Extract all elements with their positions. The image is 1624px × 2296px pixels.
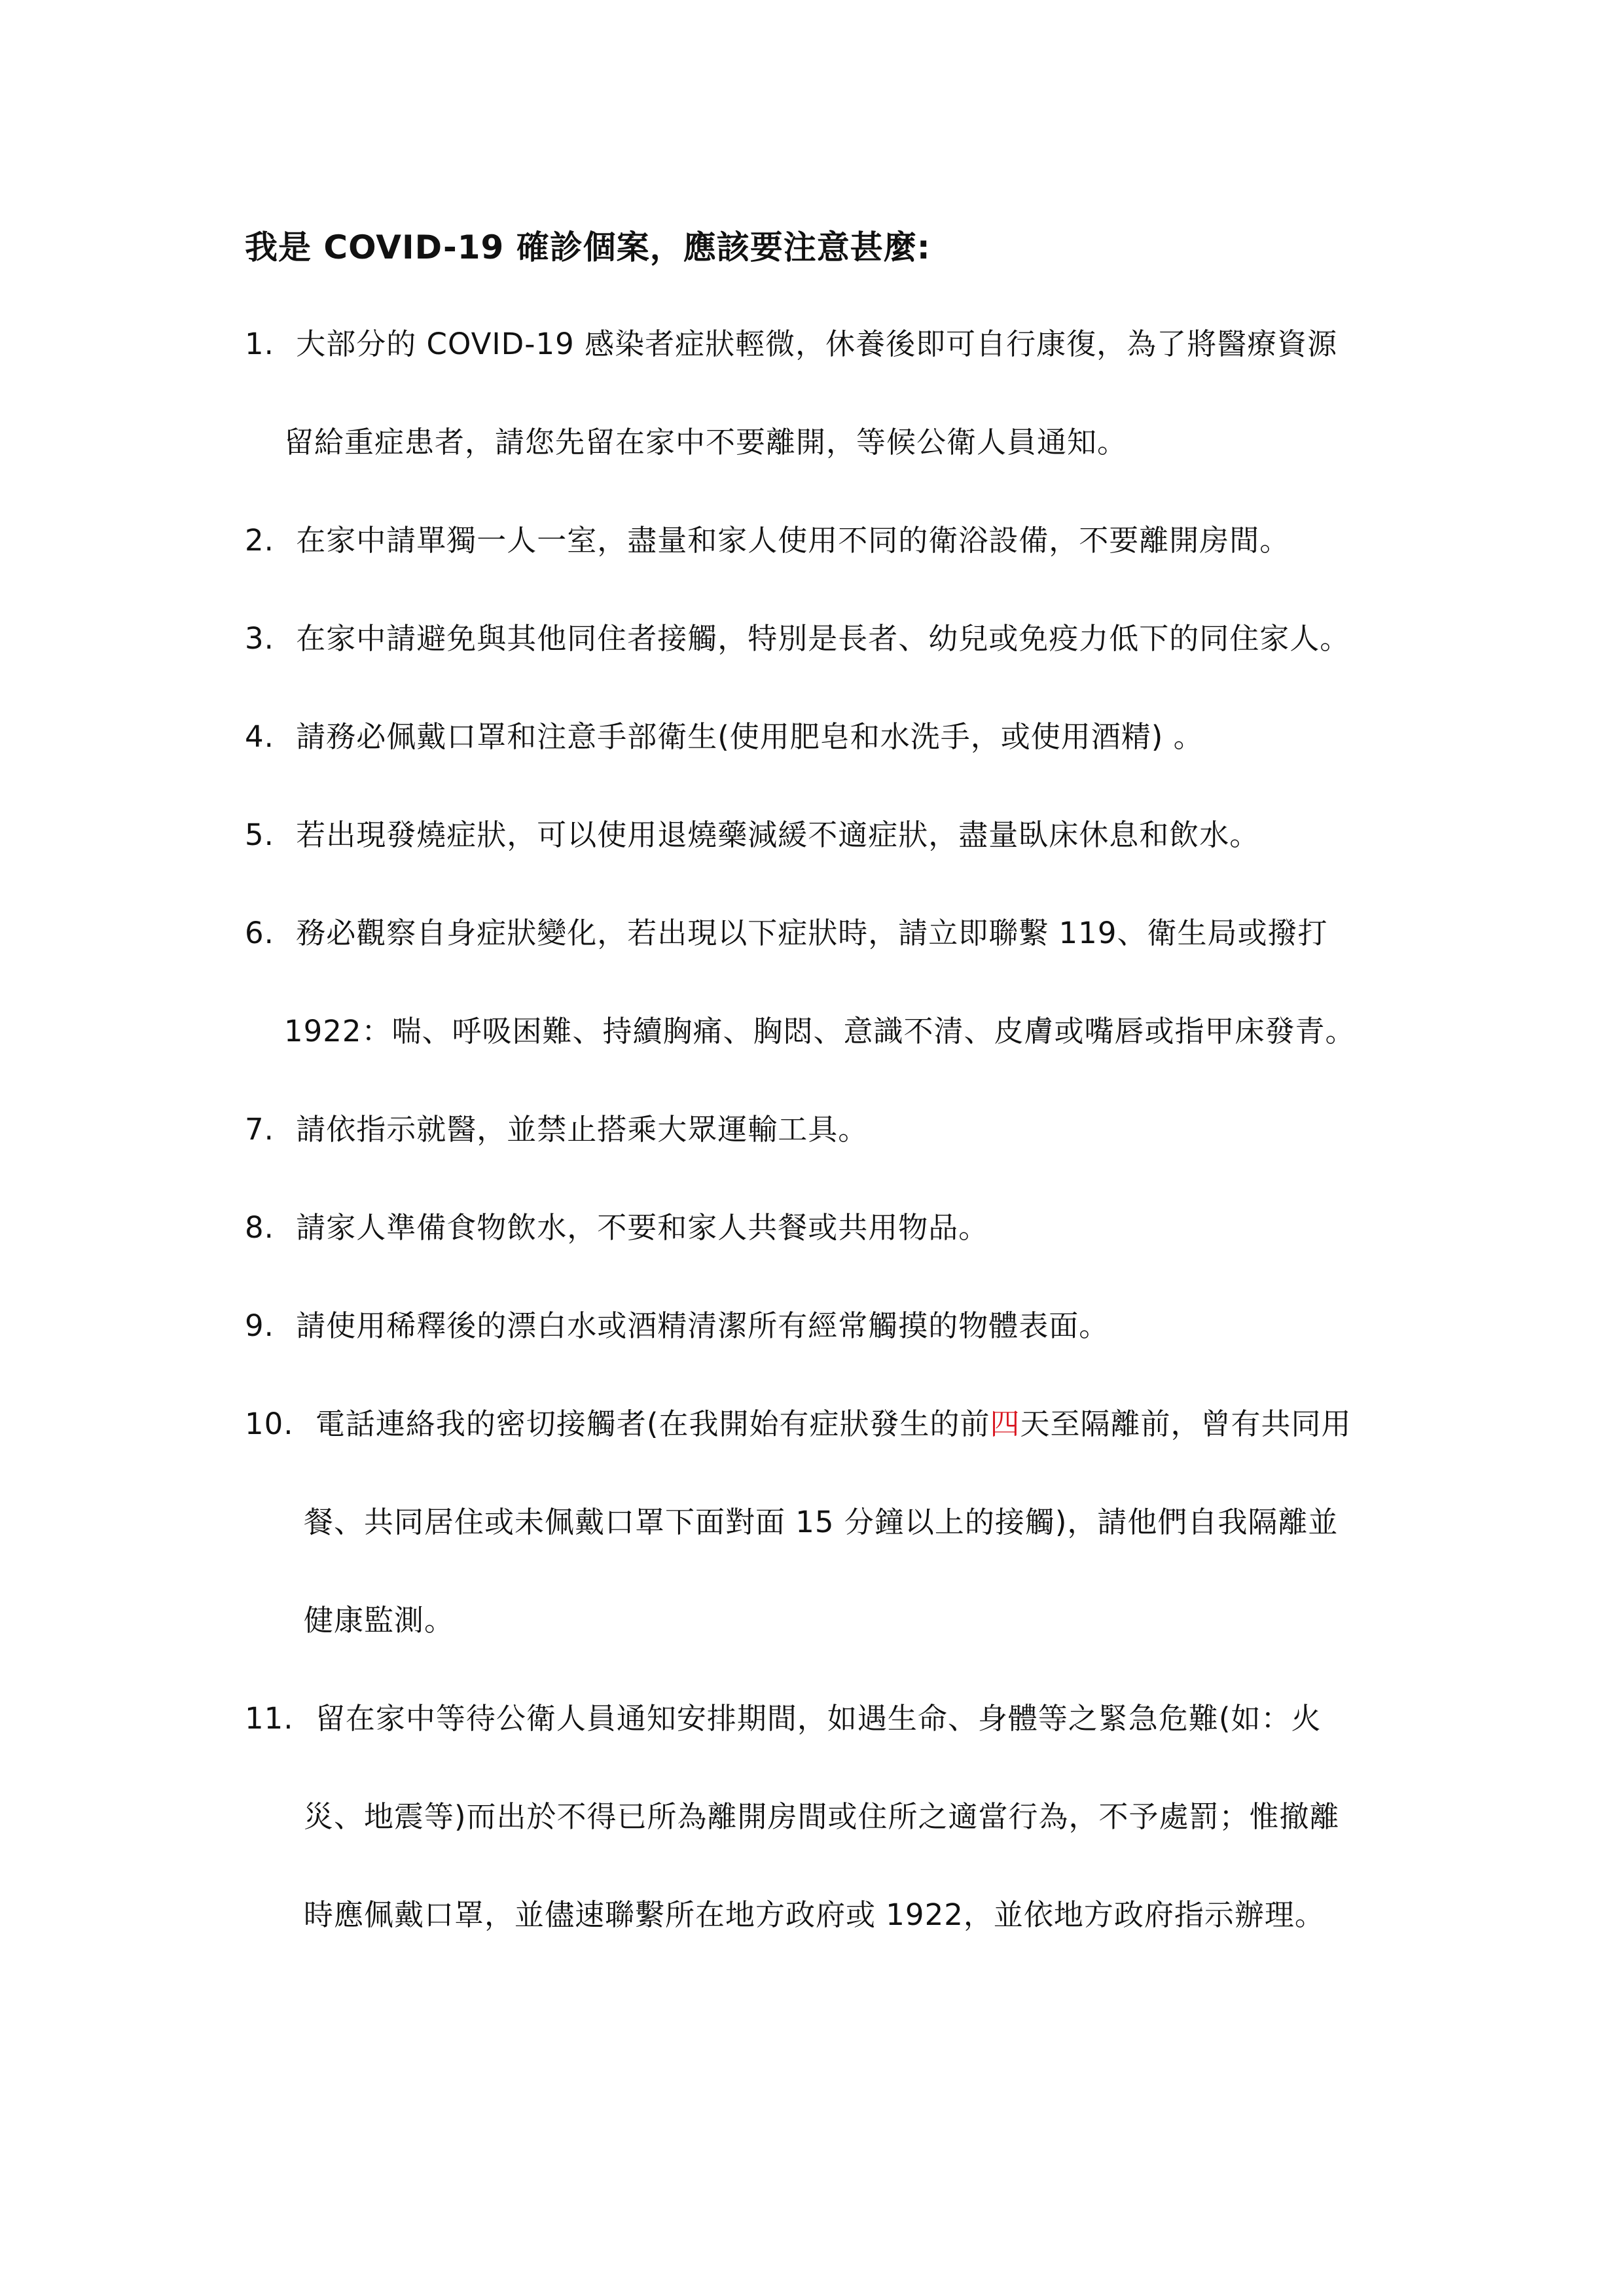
list-item-4 <box>245 711 1204 763</box>
list-item-number: 6. <box>245 916 274 950</box>
list-item-number: 10. <box>245 1407 294 1441</box>
list-item-number: 4. <box>245 719 274 754</box>
list-item-text: 大部分的 COVID-19 感染者症狀輕微，休養後即可自行康復，為了將醫療資源 <box>296 327 1338 361</box>
list-item-text: 留在家中等待公衛人員通知安排期間，如遇生命、身體等之緊急危難(如：火 <box>315 1701 1322 1736</box>
document-title: 我是 COVID-19 確診個案，應該要注意甚麼: <box>245 228 931 266</box>
list-item-number: 1. <box>245 327 274 361</box>
list-item-text: 電話連絡我的密切接觸者(在我開始有症狀發生的前 <box>315 1407 990 1441</box>
list-item-11-line-2: 災、地震等)而出於不得已所為離開房間或住所之適當行為，不予處罰；惟撤離 <box>304 1799 1340 1834</box>
list-item-text: 若出現發燒症狀，可以使用退燒藥減緩不適症狀，盡量臥床休息和飲水。 <box>296 817 1260 852</box>
list-item-text: 請務必佩戴口罩和注意手部衛生(使用肥皂和水洗手，或使用酒精) 。 <box>296 719 1204 754</box>
list-item-8 <box>245 1202 988 1254</box>
list-item-10-line-3: 健康監測。 <box>304 1603 455 1638</box>
list-item-1-line-1 <box>245 318 1337 370</box>
list-item-3 <box>245 613 1350 665</box>
list-item-number: 5. <box>245 817 274 852</box>
list-item-text: 天至隔離前，曾有共同用 <box>1020 1407 1352 1441</box>
list-item-10-line-2: 餐、共同居住或未佩戴口罩下面對面 15 分鐘以上的接觸)，請他們自我隔離並 <box>304 1505 1339 1539</box>
list-item-text: 請家人準備食物飲水，不要和家人共餐或共用物品。 <box>296 1210 989 1245</box>
list-item-number: 7. <box>245 1112 274 1147</box>
list-item-9 <box>245 1300 1109 1352</box>
list-item-number: 8. <box>245 1210 274 1245</box>
list-item-7 <box>245 1103 868 1156</box>
list-item-text: 務必觀察自身症狀變化，若出現以下症狀時，請立即聯繫 119、衛生局或撥打 <box>296 916 1328 950</box>
highlighted-text: 四 <box>990 1407 1020 1441</box>
list-item-2 <box>245 514 1290 567</box>
list-item-number: 3. <box>245 621 274 656</box>
list-item-text: 在家中請單獨一人一室，盡量和家人使用不同的衛浴設備，不要離開房間。 <box>296 523 1290 558</box>
list-item-text: 請使用稀釋後的漂白水或酒精清潔所有經常觸摸的物體表面。 <box>296 1308 1110 1343</box>
list-item-1-line-2: 留給重症患者，請您先留在家中不要離開，等候公衛人員通知。 <box>284 425 1128 459</box>
list-item-number: 11. <box>245 1701 294 1736</box>
list-item-11-line-3: 時應佩戴口罩，並儘速聯繫所在地方政府或 1922，並依地方政府指示辦理。 <box>304 1897 1325 1932</box>
list-item-text: 在家中請避免與其他同住者接觸，特別是長者、幼兒或免疫力低下的同住家人。 <box>296 621 1350 656</box>
list-item-number: 9. <box>245 1308 274 1343</box>
list-item-6-line-1 <box>245 907 1327 960</box>
list-item-6-line-2: 1922：喘、呼吸困難、持續胸痛、胸悶、意識不清、皮膚或嘴唇或指甲床發青。 <box>284 1014 1356 1049</box>
list-item-number: 2. <box>245 523 274 558</box>
list-item-11-line-1 <box>245 1693 1321 1745</box>
list-item-10-line-1 <box>245 1398 1351 1450</box>
list-item-text: 請依指示就醫，並禁止搭乘大眾運輸工具。 <box>296 1112 869 1147</box>
list-item-5 <box>245 809 1259 861</box>
